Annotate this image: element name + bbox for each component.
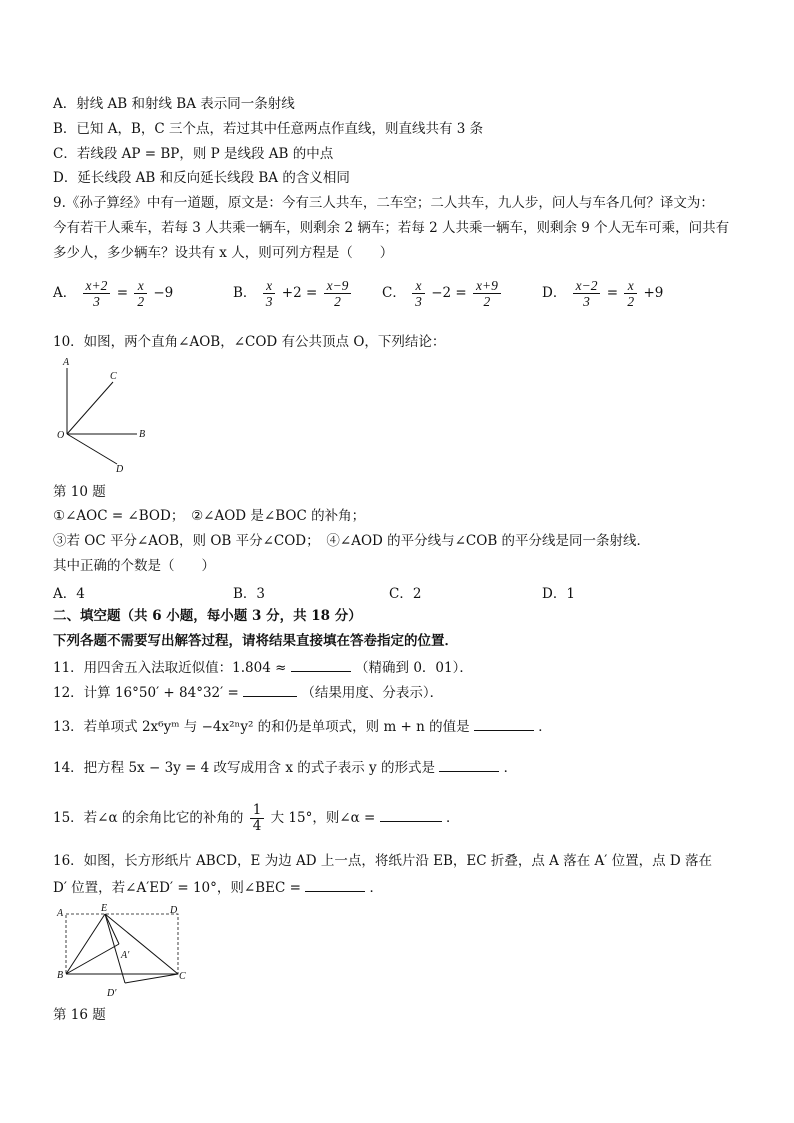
answer-blank: [474, 716, 534, 731]
q16-line2: D′ 位置，若∠A′ED′ = 10°，则∠BEC = ．: [53, 877, 383, 897]
q9-option-c: C． $\frac{x}{3}$ −2 = $\frac{x+9}{2}$: [382, 278, 503, 309]
segment-a2b: [66, 944, 119, 974]
q8-option-c: C．若线段 AP = BP，则 P 是线段 AB 的中点: [53, 146, 334, 162]
q10-option-c: C．2: [389, 586, 422, 602]
ray-od: [67, 434, 117, 464]
label-a-prime: A′: [121, 950, 130, 961]
q9-option-d: D． $\frac{x-2}{3}$ = $\frac{x}{2}$ +9: [542, 278, 664, 309]
q9-option-b-label: B．: [233, 285, 257, 301]
q10-option-b: B．3: [233, 586, 266, 602]
q10-statement-3-4: ③若 OC 平分∠AOB，则 OB 平分∠COD； ④∠AOD 的平分线与∠COB 的平分线是同一条射线．: [53, 533, 651, 549]
q9-option-a-label: A．: [53, 285, 77, 301]
q10-figure-caption: 第 10 题: [53, 484, 106, 500]
label-c: C: [179, 971, 186, 982]
label-b: B: [57, 970, 64, 981]
label-e: E: [101, 903, 108, 914]
q9-option-d-label: D．: [542, 285, 567, 301]
answer-blank: [243, 682, 297, 697]
label-d: D: [116, 464, 124, 475]
q9-stem-line3: 多少人，多少辆车？设共有 x 人，则可列方程是（ ）: [53, 245, 394, 261]
q10-stem: 10．如图，两个直角∠AOB，∠COD 有公共顶点 O，下列结论：: [53, 334, 446, 350]
answer-blank: [380, 807, 442, 822]
label-a: A: [57, 908, 64, 919]
q10-option-a: A．4: [53, 586, 85, 602]
q16-fold-figure: [53, 900, 193, 1000]
fraction: $\frac{x}{2}$: [134, 278, 147, 309]
label-d: D: [170, 905, 178, 916]
q11: 11．用四舍五入法取近似值：1.804 ≈ （精确到 0．01）．: [53, 657, 473, 677]
q10-question: 其中正确的个数是（ ）: [53, 558, 215, 574]
q9-option-b: B． $\frac{x}{3}$ +2 = $\frac{x-9}{2}$: [233, 278, 353, 309]
section-title: 二、填空题（共 6 小题，每小题 3 分，共 18 分）: [53, 608, 362, 624]
q8-option-d: D．延长线段 AB 和反向延长线段 BA 的含义相同: [53, 170, 350, 186]
section-instructions: 下列各题不需要写出解答过程，请将结果直接填在答卷指定的位置．: [53, 633, 458, 649]
q15: 15．若∠α 的余角比它的补角的 $\frac{1}{4}$ 大 15°，则∠α = ．: [53, 802, 460, 834]
q9-stem-line1: 9.《孙子算经》中有一道题，原文是：今有三人共车，二车空；二人共车，九人步，问人与车各几何？译文为：: [53, 195, 714, 211]
q16-figure-caption: 第 16 题: [53, 1007, 106, 1023]
fraction: $\frac{1}{4}$: [250, 803, 265, 834]
segment-d2c: [125, 974, 178, 983]
q8-option-b: B．已知 A，B，C 三个点，若过其中任意两点作直线，则直线共有 3 条: [53, 121, 484, 137]
q14: 14．把方程 5x − 3y = 4 改写成用含 x 的式子表示 y 的形式是 ．: [53, 757, 517, 777]
fraction: $\frac{x}{3}$: [412, 278, 425, 309]
fraction: $\frac{x-2}{3}$: [573, 278, 601, 309]
q10-statement-1-2: ①∠AOC = ∠BOD； ②∠AOD 是∠BOC 的补角；: [53, 508, 366, 524]
fold-eb: [66, 914, 105, 974]
q16-line1: 16．如图，长方形纸片 ABCD，E 为边 AD 上一点，将纸片沿 EB，EC 折叠，点 A 落在 A′ 位置，点 D 落在: [53, 853, 713, 869]
label-c: C: [110, 371, 117, 382]
label-a: A: [63, 357, 70, 368]
q10-angle-figure: [53, 354, 163, 478]
q8-option-a: A．射线 AB 和射线 BA 表示同一条射线: [53, 96, 295, 112]
q12: 12．计算 16°50′ + 84°32′ = （结果用度、分表示）．: [53, 682, 443, 702]
answer-blank: [291, 657, 351, 672]
fraction: $\frac{x-9}{2}$: [324, 278, 352, 309]
answer-blank: [305, 877, 365, 892]
answer-blank: [439, 757, 499, 772]
ray-oc: [67, 382, 113, 434]
label-o: O: [57, 430, 65, 441]
label-d-prime: D′: [107, 988, 117, 999]
q13: 13．若单项式 2x⁶yᵐ 与 −4x²ⁿy² 的和仍是单项式，则 m + n 的值是 ．: [53, 716, 552, 736]
fold-ec: [105, 914, 178, 974]
label-b: B: [139, 429, 146, 440]
q9-option-a: A． $\frac{x+2}{3}$ = $\frac{x}{2}$ −9: [53, 278, 174, 309]
fraction: $\frac{x}{3}$: [263, 278, 276, 309]
q10-option-d: D．1: [542, 586, 575, 602]
fraction: $\frac{x}{2}$: [624, 278, 637, 309]
fraction: $\frac{x+9}{2}$: [473, 278, 501, 309]
q9-option-c-label: C．: [382, 285, 406, 301]
segment-ed2: [105, 914, 125, 983]
q9-stem-line2: 今有若干人乘车，若每 3 人共乘一辆车，则剩余 2 辆车；若每 2 人共乘一辆车，则剩余 9 个人无车可乘，问共有: [53, 220, 730, 236]
fraction: $\frac{x+2}{3}$: [83, 278, 111, 309]
